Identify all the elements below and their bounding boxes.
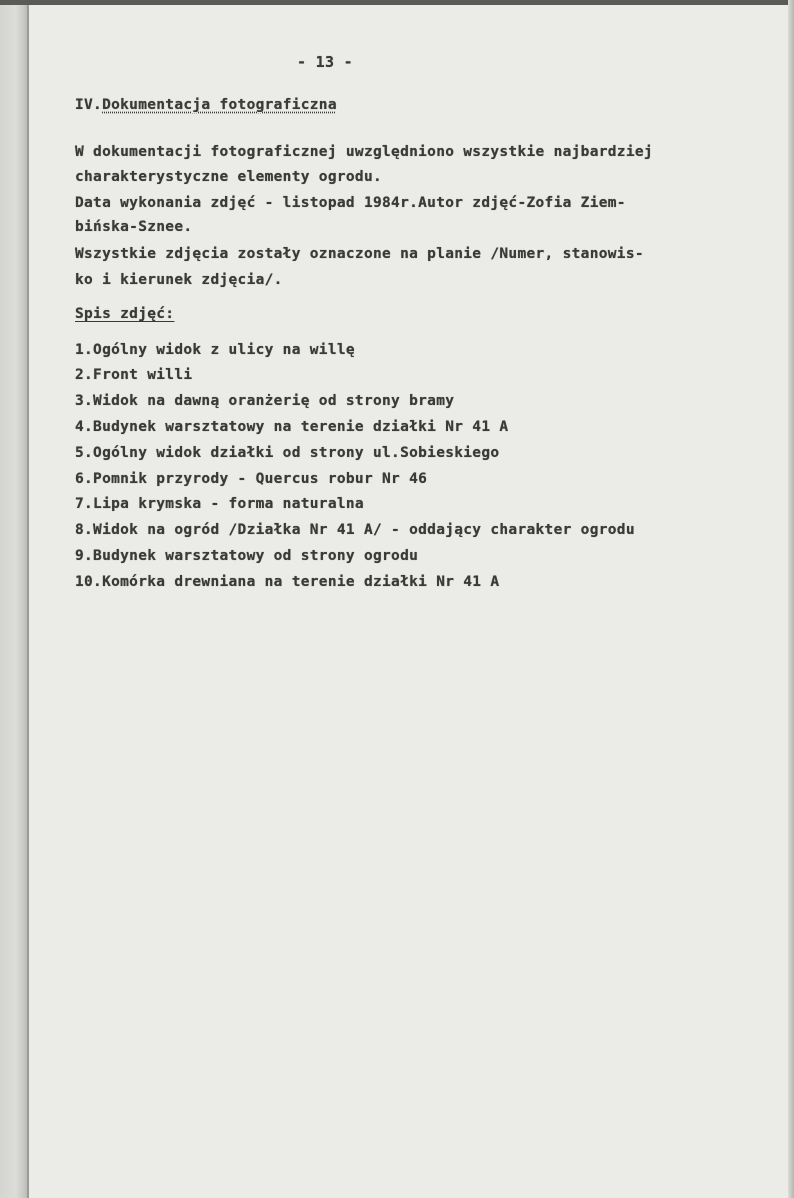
photo-list-item: 2.Front willi <box>75 367 193 383</box>
photo-list-title: Spis zdjęć: <box>75 306 175 322</box>
photo-list-item: 9.Budynek warsztatowy od strony ogrodu <box>75 548 419 564</box>
paragraph-line: Data wykonania zdjęć - listopad 1984r.Autor zdjęć-Zofia Ziem- <box>75 195 626 211</box>
section-number: IV. <box>75 97 103 113</box>
typed-page <box>29 5 788 1198</box>
paragraph-line: W dokumentacji fotograficznej uwzględniono wszystkie najbardziej <box>75 144 653 160</box>
photo-list-item: 7.Lipa krymska - forma naturalna <box>75 496 364 512</box>
paragraph-line: bińska-Sznee. <box>75 219 193 235</box>
photo-list-item: 3.Widok na dawną oranżerię od strony bramy <box>75 393 455 409</box>
photo-list-item: 4.Budynek warsztatowy na terenie działki Nr 41 A <box>75 419 509 435</box>
paragraph-line: Wszystkie zdjęcia zostały oznaczone na planie /Numer, stanowis- <box>75 246 644 262</box>
photo-list-item: 6.Pomnik przyrody - Quercus robur Nr 46 <box>75 471 428 487</box>
photo-list-item: 10.Komórka drewniana na terenie działki Nr 41 A <box>75 574 500 590</box>
paragraph-line: charakterystyczne elementy ogrodu. <box>75 169 383 185</box>
photo-list-item: 1.Ogólny widok z ulicy na willę <box>75 342 355 358</box>
paragraph-line: ko i kierunek zdjęcia/. <box>75 272 283 288</box>
binding-margin <box>0 0 28 1198</box>
page-number: - 13 - <box>297 53 353 71</box>
photo-list-item: 5.Ogólny widok działki od strony ul.Sobieskiego <box>75 445 500 461</box>
right-edge <box>788 0 794 1198</box>
section-heading <box>75 97 337 113</box>
photo-list-item: 8.Widok na ogród /Działka Nr 41 A/ - oddający charakter ogrodu <box>75 522 635 538</box>
section-title: Dokumentacja fotograficzna <box>102 97 337 113</box>
